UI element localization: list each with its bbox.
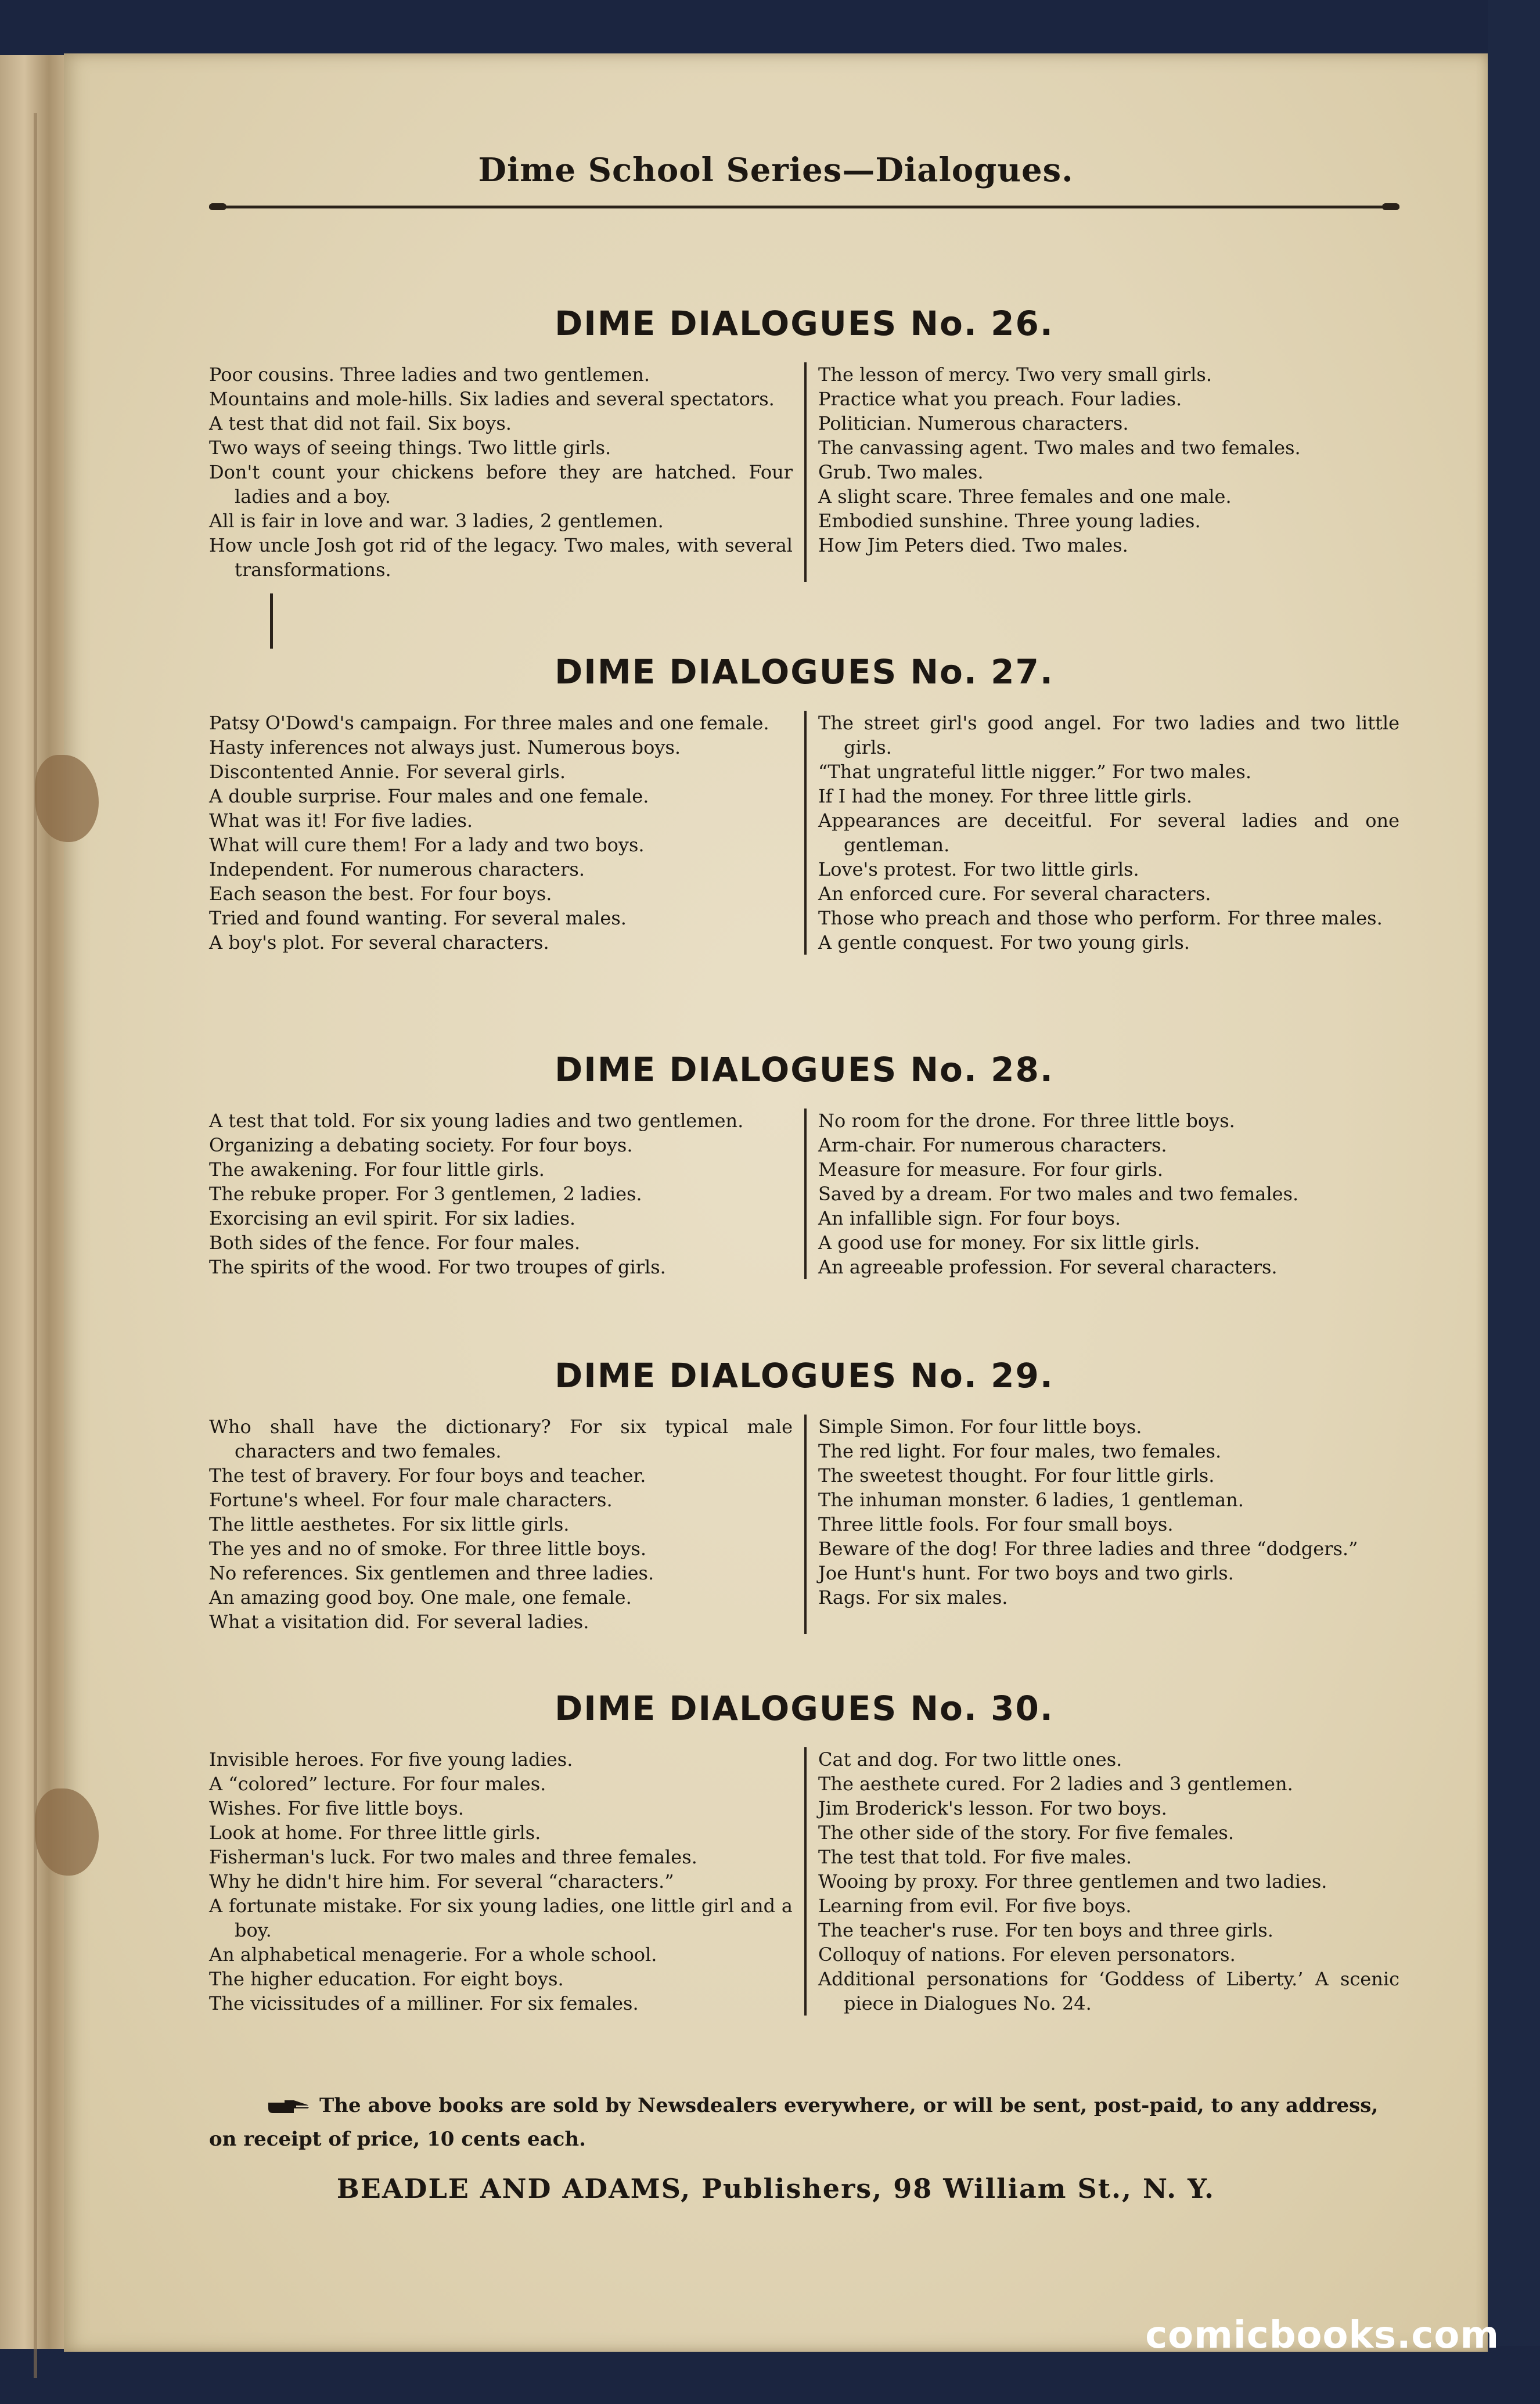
dialogue-entry: If I had the money. For three little girls.	[818, 785, 1193, 807]
dialogue-entry: The yes and no of smoke. For three little boys.	[209, 1538, 646, 1560]
left-column	[209, 1747, 804, 2016]
section-columns	[209, 362, 1399, 582]
dialogue-entry: The aesthete cured. For 2 ladies and 3 gentlemen.	[818, 1773, 1293, 1795]
dialogue-entry: Saved by a dream. For two males and two females.	[818, 1183, 1299, 1205]
dialogue-entry: Why he didn't hire him. For several “characters.”	[209, 1870, 674, 1892]
dialogue-entry: An alphabetical menagerie. For a whole school.	[209, 1944, 657, 1966]
dialogue-entry: Organizing a debating society. For four boys.	[209, 1134, 633, 1156]
dialogue-entry: An enforced cure. For several characters.	[818, 883, 1211, 905]
dialogue-entry: The canvassing agent. Two males and two females.	[818, 437, 1301, 459]
dialogue-entry: The lesson of mercy. Two very small girls.	[818, 364, 1212, 386]
dialogue-entry: Love's protest. For two little girls.	[818, 858, 1139, 880]
dialogue-entry: Politician. Numerous characters.	[818, 412, 1129, 434]
dialogue-entry: An amazing good boy. One male, one female.	[209, 1586, 632, 1608]
rule-ornament-left	[209, 203, 226, 210]
section-title: DIME DIALOGUES No. 27.	[555, 652, 1054, 692]
dialogue-entry: The rebuke proper. For 3 gentlemen, 2 ladies.	[209, 1183, 642, 1205]
dialogue-entry: No room for the drone. For three little boys.	[818, 1110, 1235, 1132]
dialogue-entry: Simple Simon. For four little boys.	[818, 1416, 1142, 1438]
dialogue-entry: Colloquy of nations. For eleven personators.	[818, 1944, 1236, 1966]
footer-note-text: The above books are sold by Newsdealers everywhere, or will be sent, post-paid, to any address, on receipt of price, 10 cents each.	[209, 2094, 1379, 2151]
dialogue-entry: Jim Broderick's lesson. For two boys.	[818, 1797, 1167, 1819]
dialogue-entry: Learning from evil. For five boys.	[818, 1895, 1132, 1917]
book-spine	[0, 55, 70, 2349]
dialogue-entry: The red light. For four males, two females.	[818, 1440, 1222, 1462]
rule-ornament-right	[1382, 203, 1399, 210]
section-columns	[209, 711, 1399, 955]
dialogue-entry: Practice what you preach. Four ladies.	[818, 388, 1182, 410]
section-dialogues-29	[209, 1349, 1399, 1634]
dialogue-entry: The vicissitudes of a milliner. For six females.	[209, 1992, 639, 2014]
dialogue-entry: A gentle conquest. For two young girls.	[818, 931, 1190, 953]
dialogue-entry: Invisible heroes. For five young ladies.	[209, 1748, 573, 1770]
dialogue-entry: The teacher's ruse. For ten boys and three girls.	[818, 1919, 1273, 1941]
dialogue-entry: Those who preach and those who perform. For three males.	[818, 907, 1383, 929]
dialogue-entry: The higher education. For eight boys.	[209, 1968, 564, 1990]
dialogue-entry: “That ungrateful little nigger.” For two males.	[818, 761, 1251, 783]
dialogue-entry: Wooing by proxy. For three gentlemen and two ladies.	[818, 1870, 1327, 1892]
dialogue-entry: The sweetest thought. For four little girls.	[818, 1464, 1215, 1487]
right-column	[804, 362, 1399, 582]
dialogue-entry: The spirits of the wood. For two troupes of girls.	[209, 1256, 666, 1278]
dialogue-entry: Two ways of seeing things. Two little girls.	[209, 437, 611, 459]
dialogue-entry: What was it! For five ladies.	[209, 809, 473, 832]
dialogue-entry: Additional personations for ‘Goddess of Liberty.’ A scenic piece in Dialogues No. 24.	[818, 1968, 1399, 2014]
header-rule	[209, 206, 1399, 208]
right-column	[804, 1747, 1399, 2016]
section-title: DIME DIALOGUES No. 26.	[555, 304, 1054, 343]
backdrop-right	[1488, 0, 1540, 2404]
dialogue-entry: Don't count your chickens before they are hatched. Four ladies and a boy.	[209, 461, 793, 508]
dialogue-entry: A test that did not fail. Six boys.	[209, 412, 512, 434]
dialogue-entry: What a visitation did. For several ladies.	[209, 1611, 589, 1633]
dialogue-entry: Discontented Annie. For several girls.	[209, 761, 566, 783]
section-columns	[209, 1109, 1399, 1279]
section-dialogues-28	[209, 1043, 1399, 1279]
dialogue-entry: Who shall have the dictionary? For six typical male characters and two females.	[209, 1416, 793, 1462]
margin-mark	[270, 593, 273, 649]
section-dialogues-27	[209, 646, 1399, 955]
section-columns	[209, 1415, 1399, 1634]
dialogue-entry: Cat and dog. For two little ones.	[818, 1748, 1122, 1770]
dialogue-entry: Wishes. For five little boys.	[209, 1797, 464, 1819]
dialogue-entry: Mountains and mole-hills. Six ladies and several spectators.	[209, 388, 775, 410]
left-column	[209, 1415, 804, 1634]
dialogue-entry: How uncle Josh got rid of the legacy. Two males, with several transformations.	[209, 534, 793, 581]
dialogue-entry: Each season the best. For four boys.	[209, 883, 552, 905]
dialogue-entry: The inhuman monster. 6 ladies, 1 gentleman.	[818, 1489, 1244, 1511]
dialogue-entry: Exorcising an evil spirit. For six ladies.	[209, 1207, 576, 1229]
backdrop-top	[0, 0, 1540, 55]
watermark[interactable]: comicbooks.com	[1145, 2314, 1499, 2357]
section-title: DIME DIALOGUES No. 30.	[555, 1689, 1054, 1728]
section-dialogues-30	[209, 1682, 1399, 2016]
dialogue-entry: Measure for measure. For four girls.	[818, 1158, 1163, 1181]
dialogue-entry: A test that told. For six young ladies and two gentlemen.	[209, 1110, 744, 1132]
dialogue-entry: Both sides of the fence. For four males.	[209, 1232, 581, 1254]
dialogue-entry: The test of bravery. For four boys and teacher.	[209, 1464, 646, 1487]
dialogue-entry: The awakening. For four little girls.	[209, 1158, 545, 1181]
dialogue-entry: How Jim Peters died. Two males.	[818, 534, 1128, 556]
dialogue-entry: A double surprise. Four males and one female.	[209, 785, 649, 807]
footer-note	[209, 2089, 1399, 2156]
dialogue-entry: An infallible sign. For four boys.	[818, 1207, 1121, 1229]
dialogue-entry: All is fair in love and war. 3 ladies, 2 gentlemen.	[209, 510, 664, 532]
dialogue-entry: A boy's plot. For several characters.	[209, 931, 549, 953]
right-column	[804, 1415, 1399, 1634]
dialogue-entry: Three little fools. For four small boys.	[818, 1513, 1174, 1535]
pointing-hand-icon	[267, 2098, 311, 2115]
dialogue-entry: Grub. Two males.	[818, 461, 984, 483]
dialogue-entry: Appearances are deceitful. For several ladies and one gentleman.	[818, 809, 1399, 856]
section-columns	[209, 1747, 1399, 2016]
dialogue-entry: Tried and found wanting. For several males.	[209, 907, 627, 929]
dialogue-entry: Fisherman's luck. For two males and three females.	[209, 1846, 697, 1868]
dialogue-entry: A “colored” lecture. For four males.	[209, 1773, 546, 1795]
dialogue-entry: The other side of the story. For five females.	[818, 1822, 1235, 1844]
dialogue-entry: The street girl's good angel. For two ladies and two little girls.	[818, 712, 1399, 758]
dialogue-entry: A slight scare. Three females and one male.	[818, 485, 1232, 508]
left-column	[209, 362, 804, 582]
left-column	[209, 711, 804, 955]
running-head: Dime School Series—Dialogues.	[478, 151, 1074, 189]
right-column	[804, 1109, 1399, 1279]
dialogue-entry: Beware of the dog! For three ladies and three “dodgers.”	[818, 1538, 1358, 1560]
dialogue-entry: An agreeable profession. For several characters.	[818, 1256, 1278, 1278]
section-dialogues-26	[209, 297, 1399, 582]
left-column	[209, 1109, 804, 1279]
dialogue-entry: Look at home. For three little girls.	[209, 1822, 541, 1844]
dialogue-entry: Patsy O'Dowd's campaign. For three males and one female.	[209, 712, 769, 734]
dialogue-entry: The test that told. For five males.	[818, 1846, 1132, 1868]
dialogue-entry: No references. Six gentlemen and three ladies.	[209, 1562, 654, 1584]
dialogue-entry: Embodied sunshine. Three young ladies.	[818, 510, 1201, 532]
dialogue-entry: Hasty inferences not always just. Numerous boys.	[209, 736, 681, 758]
dialogue-entry: Joe Hunt's hunt. For two boys and two girls.	[818, 1562, 1234, 1584]
dialogue-entry: Rags. For six males.	[818, 1586, 1008, 1608]
publisher-line: BEADLE AND ADAMS, Publishers, 98 William St., N. Y.	[336, 2173, 1215, 2204]
right-column	[804, 711, 1399, 955]
dialogue-entry: Arm-chair. For numerous characters.	[818, 1134, 1167, 1156]
dialogue-entry: The little aesthetes. For six little girls.	[209, 1513, 570, 1535]
dialogue-entry: Fortune's wheel. For four male characters.	[209, 1489, 613, 1511]
catalog-page	[64, 53, 1488, 2352]
section-title: DIME DIALOGUES No. 29.	[555, 1356, 1054, 1395]
spine-crease	[34, 113, 37, 2378]
section-title: DIME DIALOGUES No. 28.	[555, 1050, 1054, 1089]
dialogue-entry: Independent. For numerous characters.	[209, 858, 585, 880]
dialogue-entry: A good use for money. For six little girls.	[818, 1232, 1200, 1254]
dialogue-entry: What will cure them! For a lady and two boys.	[209, 834, 645, 856]
dialogue-entry: Poor cousins. Three ladies and two gentlemen.	[209, 364, 650, 386]
dialogue-entry: A fortunate mistake. For six young ladies, one little girl and a boy.	[209, 1895, 793, 1941]
